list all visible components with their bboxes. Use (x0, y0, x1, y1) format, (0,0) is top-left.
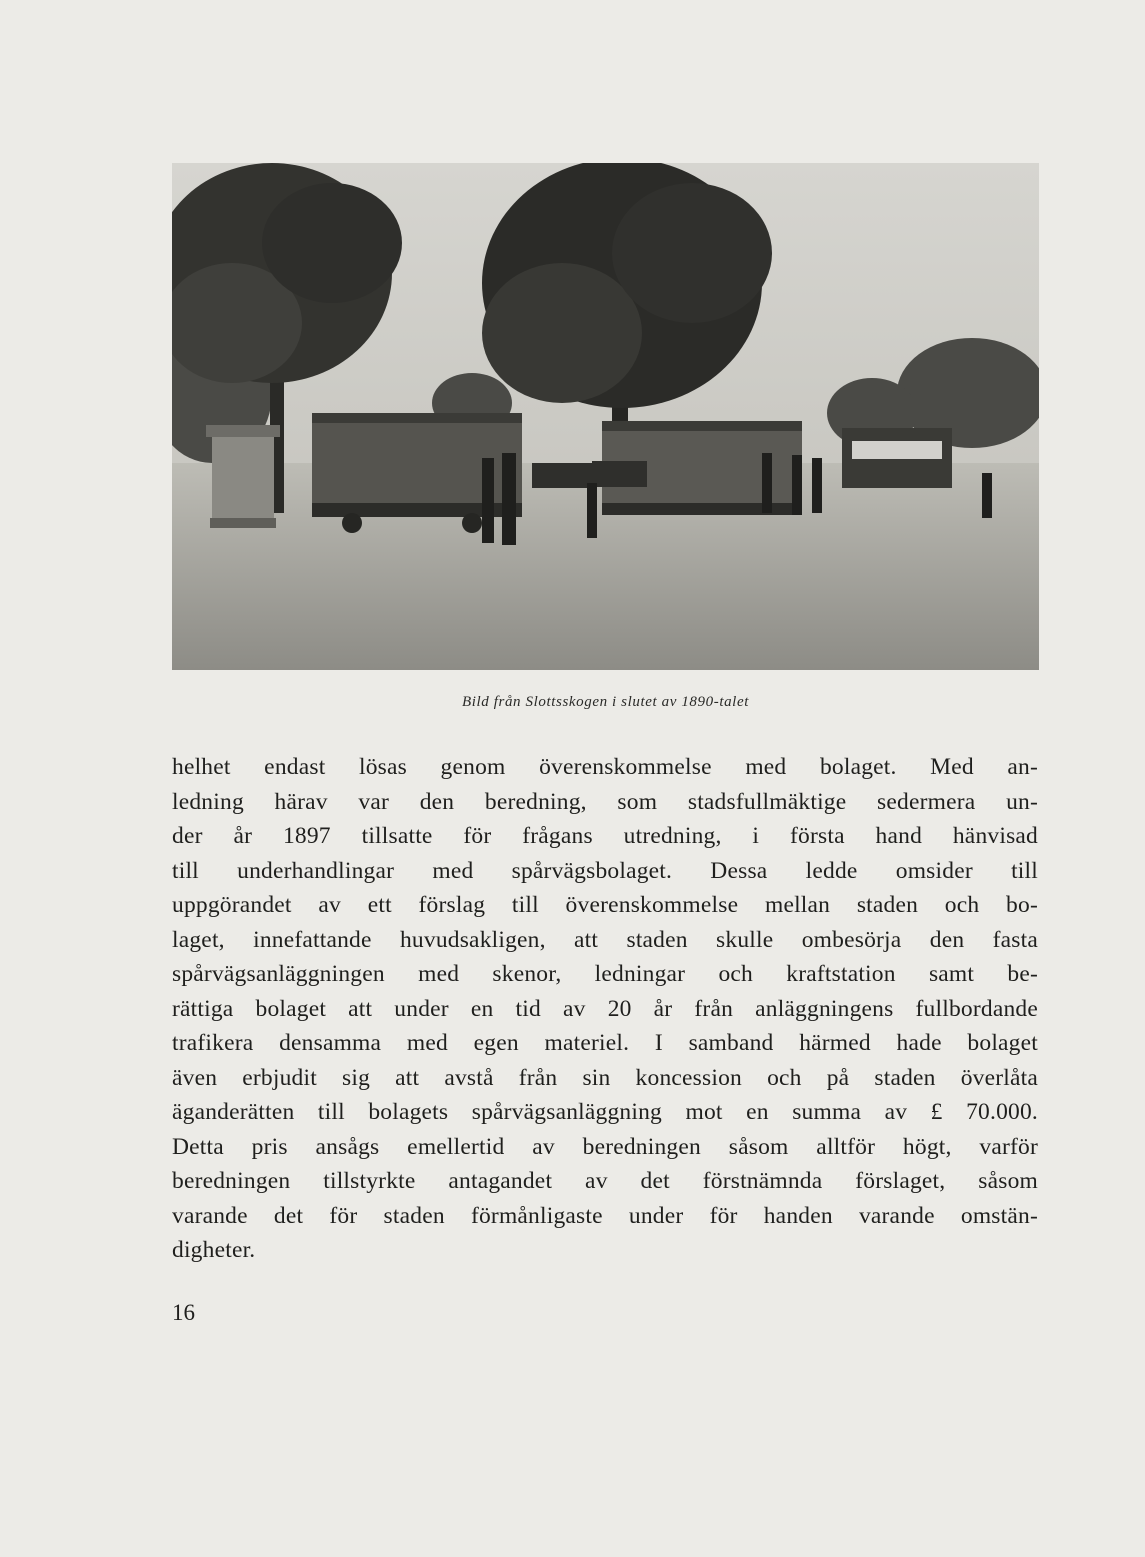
historical-photo (172, 163, 1039, 670)
text-line: digheter. (172, 1237, 256, 1263)
text-line: laget, innefattande huvudsakligen, att staden skulle ombesörja den fasta (172, 926, 1038, 953)
text-line: beredningen tillstyrkte antagandet av det förstnämnda förslaget, såsom (172, 1168, 1038, 1194)
text-line: spårvägsanläggningen med skenor, ledningar och kraftstation samt be- (172, 961, 1038, 987)
stone-monument (206, 425, 280, 528)
text-line: ledning härav var den beredning, som stadsfullmäktige sedermera un- (172, 788, 1038, 815)
tram-car-right (842, 428, 952, 488)
tram-scene-illustration (172, 163, 1039, 670)
page-number: 16 (172, 1300, 195, 1325)
text-line: uppgörandet av ett förslag till överenskommelse mellan staden och bo- (172, 892, 1038, 918)
text-line: der år 1897 tillsatte för frågans utredning, i första hand hänvisad (172, 823, 1038, 849)
photo-caption: Bild från Slottsskogen i slutet av 1890-talet (462, 694, 749, 710)
text-line: rättiga bolaget att under en tid av 20 år från anläggningens fullbordande (172, 995, 1038, 1022)
text-line: äganderätten till bolagets spårvägsanläggning mot en summa av £ 70.000. (172, 1099, 1038, 1125)
text-line: trafikera densamma med egen materiel. I samband härmed hade bolaget (172, 1030, 1038, 1056)
text-line: även erbjudit sig att avstå från sin koncession och på staden överlåta (172, 1064, 1038, 1091)
text-line: till underhandlingar med spårvägsbolaget. Dessa ledde omsider till (172, 857, 1038, 884)
text-line: helhet endast lösas genom överenskommelse med bolaget. Med an- (172, 754, 1038, 780)
text-line: Detta pris ansågs emellertid av beredningen såsom alltför högt, varför (172, 1133, 1038, 1160)
text-line: varande det för staden förmånligaste under för handen varande omstän- (172, 1202, 1038, 1229)
body-paragraph (172, 750, 1038, 1268)
